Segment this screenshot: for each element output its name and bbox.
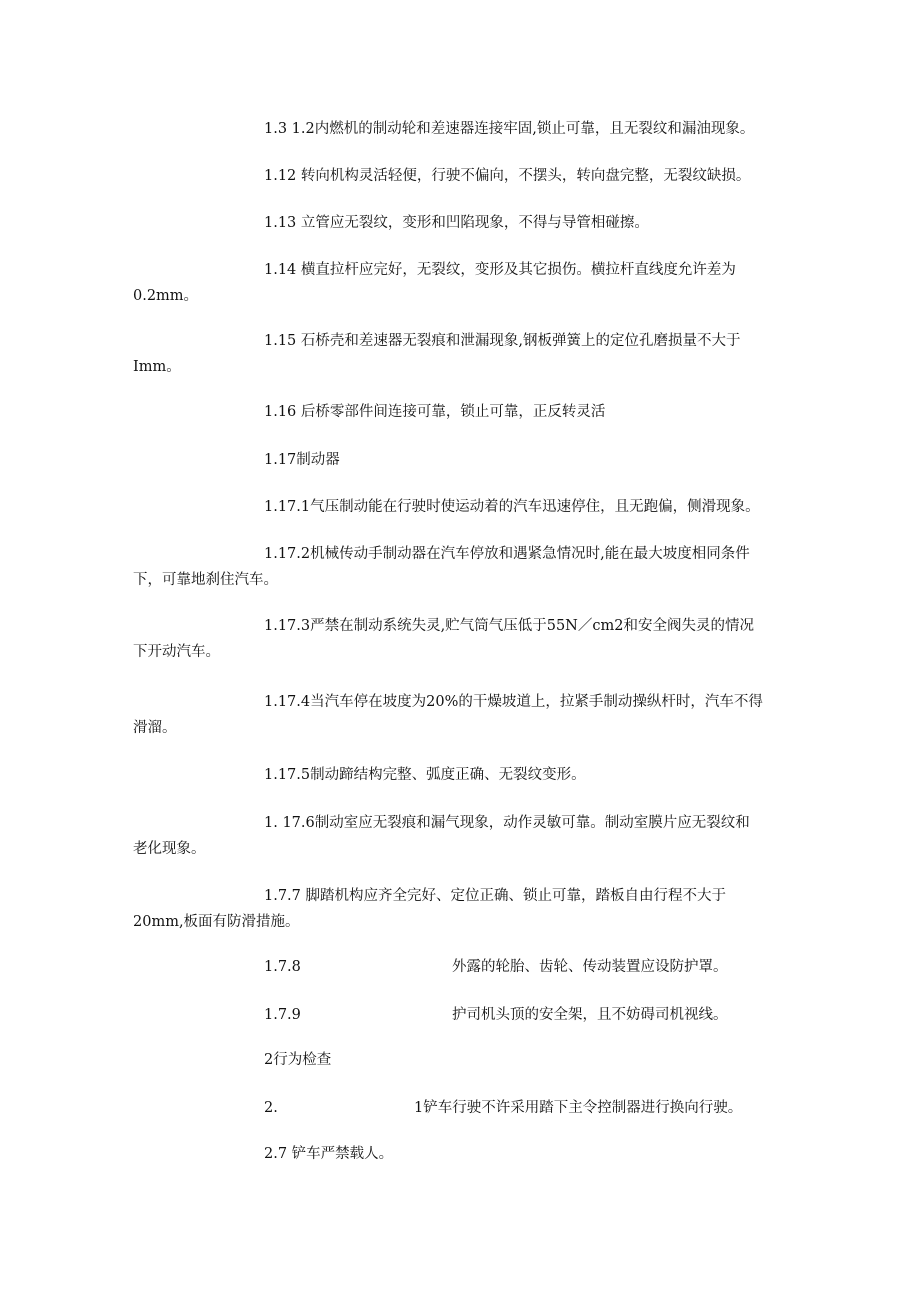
section-heading-2 [133, 1047, 793, 1073]
paragraph-line: Imm。 [133, 359, 181, 375]
paragraph-number: 1.7.9 [264, 1007, 301, 1023]
paragraph-line [133, 954, 793, 980]
paragraph-1-17-3 [133, 613, 793, 665]
paragraph-line: 20mm,板面有防滑措施。 [133, 914, 300, 930]
paragraph-1-17-4 [133, 689, 793, 741]
paragraph-line: 1.3 1.2内燃机的制动轮和差速器连接牢固,锁止可靠，且无裂纹和漏油现象。 [264, 121, 755, 137]
paragraph-line: 1.17.1气压制动能在行驶时使运动着的汽车迅速停住，且无跑偏，侧滑现象。 [264, 499, 760, 515]
paragraph-1-15 [133, 328, 793, 380]
paragraph-line: 1.15 石桥壳和差速器无裂痕和泄漏现象,钢板弹簧上的定位孔磨损量不大于 [264, 333, 741, 349]
paragraph-1-7-8 [133, 954, 793, 980]
paragraph-line: 1.14 横直拉杆应完好，无裂纹，变形及其它损伤。横拉杆直线度允许差为 [264, 262, 736, 278]
paragraph-number: 1.7.8 [264, 959, 301, 975]
paragraph-line: 老化现象。 [133, 841, 206, 857]
paragraph-2-1 [133, 1095, 793, 1121]
paragraph-line [133, 1002, 793, 1028]
paragraph-line: 0.2mm。 [133, 288, 199, 304]
paragraph-1-3 [133, 116, 793, 142]
paragraph-line: 1.7.7 脚踏机构应齐全完好、定位正确、锁止可靠，踏板自由行程不大于 [264, 888, 727, 904]
paragraph-line: 1.16 后桥零部件间连接可靠，锁止可靠，正反转灵活 [264, 404, 606, 420]
paragraph-line: 1. 17.6制动室应无裂痕和漏气现象，动作灵敏可靠。制动室膜片应无裂纹和 [264, 815, 750, 831]
paragraph-2-7 [133, 1141, 793, 1167]
paragraph-1-13 [133, 210, 793, 236]
paragraph-1-16 [133, 399, 793, 425]
paragraph-1-17-6 [133, 810, 793, 862]
paragraph-line: 下，可靠地刹住汽车。 [133, 572, 278, 588]
paragraph-line: 1.17.4当汽车停在坡度为20%的干燥坡道上，拉紧手制动操纵杆时，汽车不得 [264, 694, 763, 710]
paragraph-line: 1.17.2机械传动手制动器在汽车停放和遇紧急情况时,能在最大坡度相同条件 [264, 546, 750, 562]
paragraph-text: 1铲车行驶不许采用踏下主令控制器进行换向行驶。 [414, 1100, 743, 1116]
paragraph-line [133, 1095, 793, 1121]
paragraph-number: 2. [264, 1100, 278, 1116]
paragraph-text: 外露的轮胎、齿轮、传动装置应设防护罩。 [452, 959, 728, 975]
paragraph-line: 1.13 立管应无裂纹，变形和凹陷现象，不得与导管相碰擦。 [264, 215, 649, 231]
paragraph-1-7-9 [133, 1002, 793, 1028]
paragraph-line: 2行为检查 [264, 1052, 332, 1068]
paragraph-1-17-1 [133, 494, 793, 520]
paragraph-line: 2.7 铲车严禁载人。 [264, 1146, 394, 1162]
paragraph-1-17-5 [133, 762, 793, 788]
paragraph-1-14 [133, 257, 793, 309]
paragraph-1-12 [133, 163, 793, 189]
paragraph-text: 护司机头顶的安全架，且不妨碍司机视线。 [452, 1007, 728, 1023]
paragraph-1-7-7 [133, 883, 793, 935]
paragraph-line: 1.17.5制动蹄结构完整、弧度正确、无裂纹变形。 [264, 767, 586, 783]
paragraph-line: 1.17制动器 [264, 452, 340, 468]
paragraph-line: 1.17.3严禁在制动系统失灵,贮气筒气压低于55N／cm2和安全阀失灵的情况 [264, 618, 754, 634]
section-heading-1-17 [133, 447, 793, 473]
paragraph-line: 下开动汽车。 [133, 644, 220, 660]
paragraph-line: 滑溜。 [133, 720, 177, 736]
paragraph-line: 1.12 转向机构灵活轻便，行驶不偏向，不摆头，转向盘完整，无裂纹缺损。 [264, 168, 751, 184]
paragraph-1-17-2 [133, 541, 793, 593]
